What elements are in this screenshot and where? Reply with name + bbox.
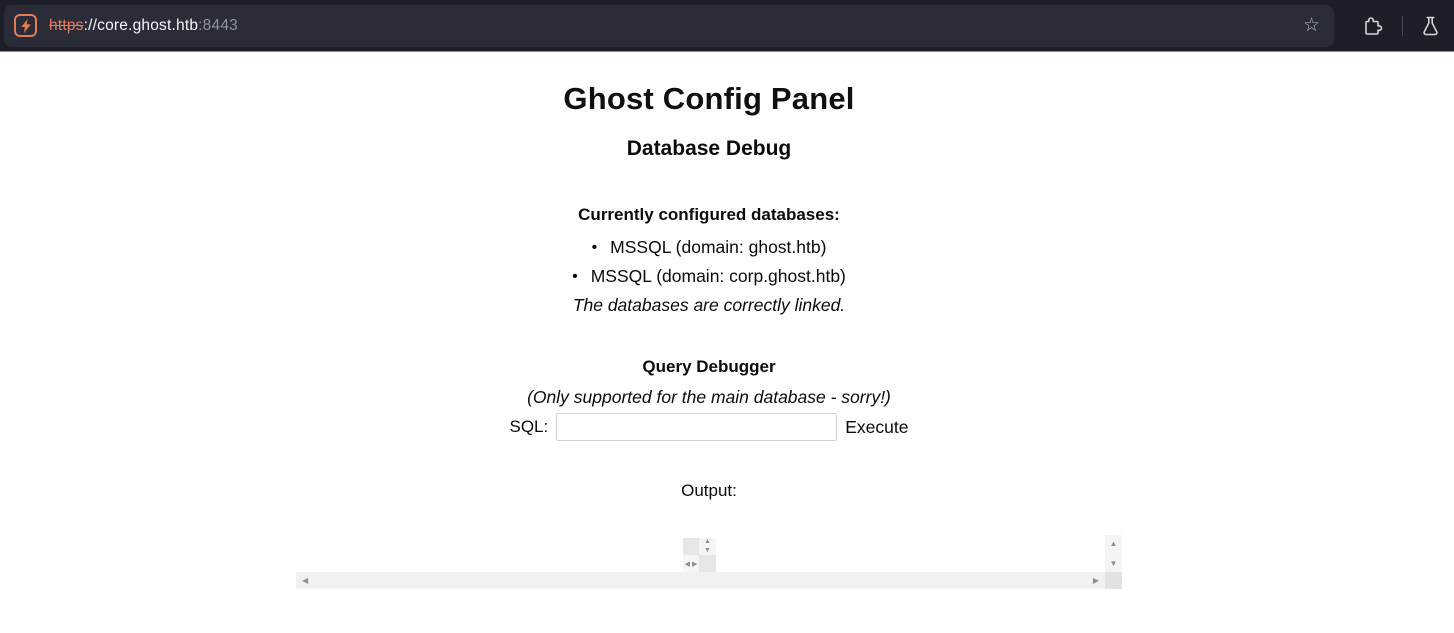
url-scheme-struck: https	[49, 16, 84, 34]
url-host: core.ghost.htb	[97, 16, 199, 34]
sql-label: SQL:	[509, 417, 549, 436]
sql-query-form	[0, 413, 1418, 441]
execute-button[interactable]: Execute	[845, 416, 909, 437]
toolbar-divider	[1402, 16, 1403, 36]
output-scrollbar-corner	[1105, 572, 1122, 589]
page-subtitle: Database Debug	[626, 137, 792, 160]
page-title: Ghost Config Panel	[563, 81, 855, 116]
databases-heading: Currently configured databases:	[578, 205, 840, 224]
databases-note: The databases are correctly linked.	[572, 295, 846, 315]
scroll-down-icon[interactable]: ▼	[704, 547, 711, 554]
list-item	[0, 233, 1418, 262]
nested-scroll-widget	[683, 538, 716, 572]
query-debugger-heading: Query Debugger	[642, 357, 776, 376]
output-vertical-scrollbar[interactable]	[1105, 535, 1122, 572]
bookmark-star-icon[interactable]: ☆	[1302, 15, 1320, 36]
bullet-icon: •	[591, 239, 598, 256]
url-text[interactable]	[49, 17, 238, 35]
browser-chrome	[0, 0, 1454, 52]
scroll-left-icon[interactable]: ◀	[684, 560, 690, 568]
output-label: Output:	[681, 481, 737, 500]
nested-vertical-scrollbar[interactable]	[699, 538, 716, 555]
query-debugger-note: (Only supported for the main database - sorry!)	[527, 387, 891, 407]
nested-scroll-content	[683, 538, 699, 555]
lightning-bolt-icon	[20, 19, 32, 33]
url-bar[interactable]	[4, 5, 1334, 47]
output-horizontal-scrollbar[interactable]	[296, 572, 1105, 589]
url-separator: ://	[83, 16, 98, 34]
url-port: :8443	[198, 16, 238, 34]
output-frame	[296, 535, 1122, 589]
databases-list	[0, 233, 1418, 319]
bullet-icon: •	[572, 268, 578, 285]
extensions-puzzle-icon[interactable]	[1362, 16, 1383, 36]
scroll-right-icon[interactable]: ▶	[692, 560, 698, 568]
scroll-up-icon[interactable]: ▲	[1109, 539, 1118, 548]
toolbar-actions	[1334, 16, 1454, 36]
lightning-extension-icon[interactable]	[14, 14, 37, 37]
scroll-right-icon[interactable]: ▶	[1092, 576, 1099, 585]
scroll-down-icon[interactable]: ▼	[1109, 559, 1118, 568]
scroll-up-icon[interactable]: ▲	[704, 538, 711, 545]
scroll-left-icon[interactable]: ◀	[302, 576, 309, 585]
page-content	[0, 82, 1454, 589]
database-entry: MSSQL (domain: corp.ghost.htb)	[590, 266, 846, 286]
sql-input[interactable]	[556, 413, 837, 441]
nested-scrollbar-corner	[699, 555, 716, 572]
flask-icon[interactable]	[1422, 16, 1439, 36]
nested-horizontal-scrollbar[interactable]	[683, 555, 699, 572]
database-entry: MSSQL (domain: ghost.htb)	[610, 237, 827, 257]
list-item	[0, 262, 1418, 291]
